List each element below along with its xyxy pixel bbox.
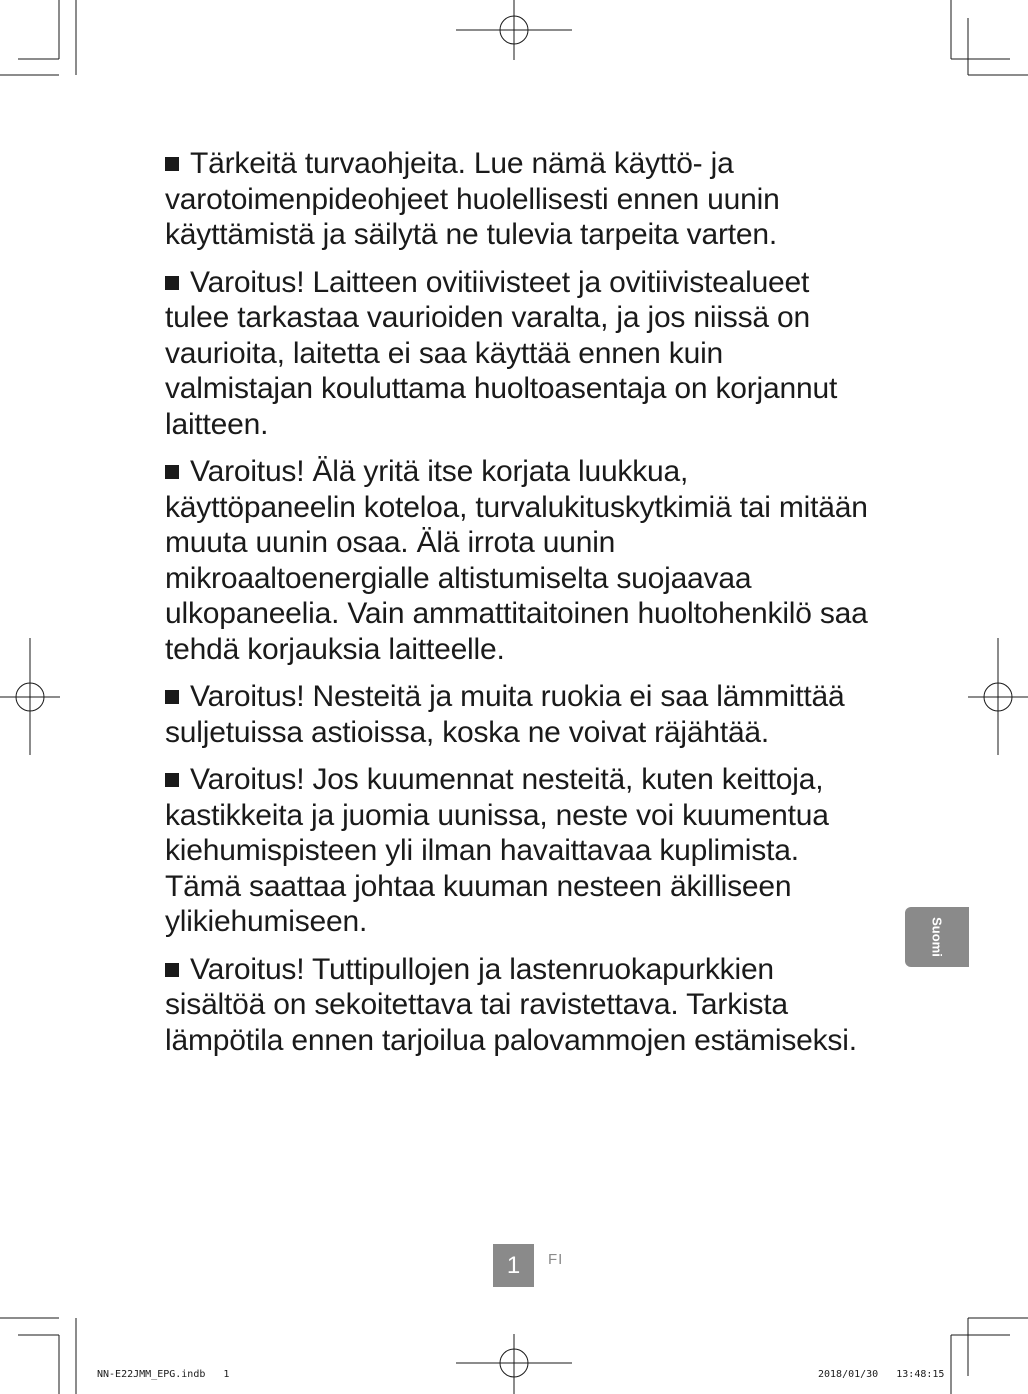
instruction-paragraph [165, 454, 870, 667]
print-slug-timestamp: 2018/01/30 13:48:15 [818, 1369, 945, 1380]
language-tab-label: Suomi [929, 917, 945, 957]
square-bullet-icon [165, 963, 179, 977]
page-language-code: FI [548, 1251, 564, 1268]
square-bullet-icon [165, 773, 179, 787]
safety-instructions [165, 146, 870, 1070]
paragraph-text: Varoitus! Laitteen ovitiivisteet ja ovitiivistealueet tulee tarkastaa vaurioiden varalta, ja jos niissä on vaurioita, laitetta ei saa käyttää ennen kuin valmistajan kouluttama huoltoasentaja on korjannut laitteen. [165, 265, 838, 441]
instruction-paragraph [165, 679, 870, 750]
print-slug-filename: NN-E22JMM_EPG.indb 1 [97, 1369, 230, 1380]
instruction-paragraph [165, 952, 870, 1059]
square-bullet-icon [165, 690, 179, 704]
paragraph-text: Varoitus! Nesteitä ja muita ruokia ei saa lämmittää suljetuissa astioissa, koska ne voivat räjähtää. [165, 680, 845, 749]
page-number: 1 [506, 1251, 521, 1279]
language-side-tab [905, 907, 969, 967]
paragraph-text: Varoitus! Jos kuumennat nesteitä, kuten keittoja, kastikkeita ja juomia uunissa, neste voi kuumentua kiehumispisteen yli ilman havaittavaa kuplimista. Tämä saattaa johtaa kuuman nesteen äkilliseen ylikiehumiseen. [165, 763, 829, 938]
paragraph-text: Tärkeitä turvaohjeita. Lue nämä käyttö- ja varotoimenpideohjeet huolellisesti ennen uunin käyttämistä ja säilytä ne tulevia tarpeita varten. [165, 147, 780, 251]
page-number-badge [493, 1244, 534, 1287]
instruction-paragraph [165, 146, 870, 253]
square-bullet-icon [165, 276, 179, 290]
instruction-paragraph [165, 762, 870, 940]
square-bullet-icon [165, 157, 179, 171]
paragraph-text: Varoitus! Älä yritä itse korjata luukkua, käyttöpaneelin koteloa, turvalukituskytkimiä tai mitään muuta uunin osaa. Älä irrota uunin mikroaaltoenergialle altistumiselta suojaavaa ulkopaneelia. Vain ammattitaitoinen huoltohenkilö saa tehdä korjauksia laitteelle. [165, 455, 868, 666]
instruction-paragraph [165, 265, 870, 443]
paragraph-text: Varoitus! Tuttipullojen ja lastenruokapurkkien sisältöä on sekoitettava tai ravistettava. Tarkista lämpötila ennen tarjoilua palovammojen estämiseksi. [165, 952, 857, 1057]
square-bullet-icon [165, 465, 179, 479]
